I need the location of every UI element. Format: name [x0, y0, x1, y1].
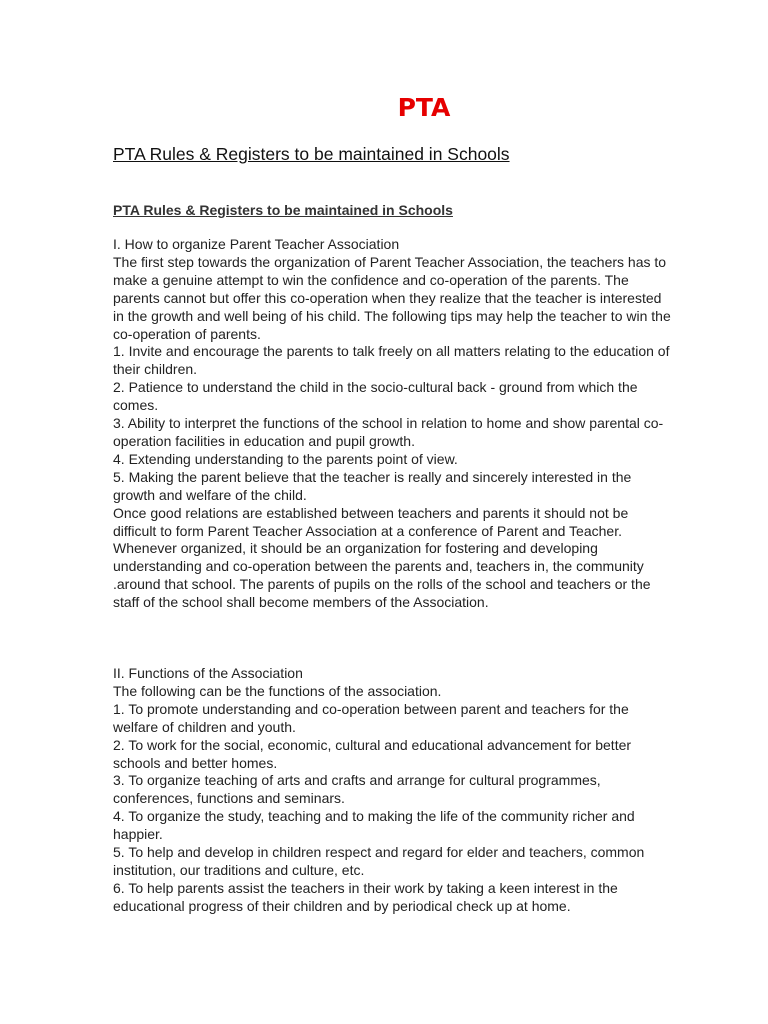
list-item: 5. To help and develop in children respect and regard for elder and teachers, common institution, our traditions and culture, etc.	[113, 844, 645, 878]
document-heading: PTA Rules & Registers to be maintained in Schools	[113, 144, 510, 164]
paragraph: Once good relations are established between teachers and parents it should not be difficult to form Parent Teacher Association at a conference of Parent and Teacher.	[113, 504, 629, 539]
list-item: 4. Extending understanding to the parents point of view.	[113, 450, 458, 467]
list-item: 2. To work for the social, economic, cultural and educational advancement for better schools and better homes.	[113, 736, 632, 771]
list-item: 4. To organize the study, teaching and to making the life of the community richer and happier.	[113, 808, 635, 843]
list-item: 5. Making the parent believe that the teacher is really and sincerely interested in the growth and welfare of the child.	[113, 468, 632, 503]
list-item: 1. To promote understanding and co-operation between parent and teachers for the welfare of children and youth.	[113, 700, 629, 735]
section-organize-pta	[113, 236, 673, 612]
list-item: 3. To organize teaching of arts and crafts and arrange for cultural programmes, conferences, functions and seminars.	[113, 772, 601, 807]
section-heading: II. Functions of the Association	[113, 665, 303, 681]
list-item: 1. Invite and encourage the parents to talk freely on all matters relating to the education of their children.	[113, 343, 670, 378]
list-item: 2. Patience to understand the child in the socio-cultural back - ground from which the comes.	[113, 379, 638, 414]
document-title: PTA	[397, 93, 451, 122]
section-heading: I. How to organize Parent Teacher Association	[113, 236, 400, 252]
list-item: 6. To help parents assist the teachers in their work by taking a keen interest in the educational progress of their children and by periodical check up at home.	[113, 879, 618, 914]
paragraph: The first step towards the organization of Parent Teacher Association, the teachers has to make a genuine attempt to win the confidence and co-operation of the parents. The parents cannot but offer this co-operation when they realize that the teacher is interested in the growth and well being of his child. The following tips may help the teacher to win the co-operation of parents.	[113, 253, 671, 342]
list-item: 3. Ability to interpret the functions of the school in relation to home and show parental co-operation facilities in education and pupil growth.	[113, 415, 664, 449]
paragraph: Whenever organized, it should be an organization for fostering and developing understanding and co-operation between the parents and, teachers in, the community .around that school. The parents of pupils on the rolls of the school and teachers or the staff of the school shall become members of the Association.	[113, 540, 651, 611]
section-functions	[113, 665, 673, 916]
document-subheading: PTA Rules & Registers to be maintained in Schools	[113, 202, 453, 218]
paragraph: The following can be the functions of the association.	[113, 682, 442, 699]
